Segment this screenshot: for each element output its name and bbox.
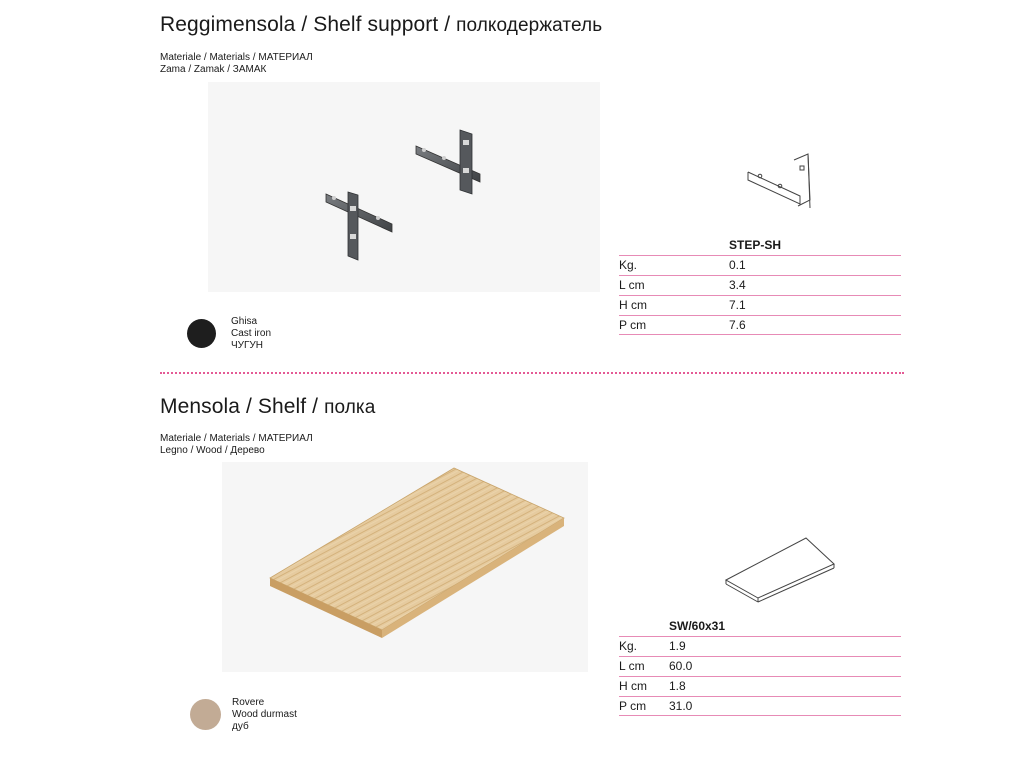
section-title-shelf (160, 395, 375, 419)
section-divider (160, 372, 904, 374)
spec-label: L cm (619, 659, 645, 673)
finish-label (231, 316, 271, 352)
product-photo-brackets (208, 82, 600, 292)
spec-code: STEP-SH (729, 238, 782, 252)
spec-row (619, 657, 901, 677)
bracket-illustration (208, 82, 600, 292)
spec-value: 60.0 (669, 659, 693, 673)
material-value: Legno / Wood / Дерево (160, 445, 265, 456)
section-title-shelf-support (160, 13, 602, 37)
finish-swatch-cast-iron (187, 319, 216, 348)
finish-name-it: Rovere (232, 697, 265, 708)
shelf-illustration (222, 462, 588, 672)
spec-value: 1.9 (669, 639, 686, 653)
spec-value: 1.8 (669, 679, 686, 693)
finish-swatch-oak (190, 699, 221, 730)
spec-label: L cm (619, 278, 645, 292)
bracket-right (416, 130, 480, 194)
finish-name-it: Ghisa (231, 316, 258, 327)
title-it-en: Mensola / Shelf / (160, 395, 319, 418)
material-label: Materiale / Materials / МАТЕРИАЛ (160, 433, 313, 444)
spec-table-sw-60x31 (619, 619, 901, 719)
spec-table-step-sh (619, 238, 901, 338)
bracket-left (326, 192, 392, 260)
spec-row (619, 256, 901, 276)
spec-label: P cm (619, 699, 647, 713)
bracket-line-drawing (740, 148, 840, 224)
spec-value: 3.4 (729, 278, 746, 292)
spec-value: 7.1 (729, 298, 746, 312)
spec-row (619, 697, 901, 717)
product-photo-shelf (222, 462, 588, 672)
spec-row (619, 637, 901, 657)
spec-row (619, 276, 901, 296)
spec-row (619, 316, 901, 336)
finish-label (232, 697, 297, 733)
title-it-en: Reggimensola / Shelf support / (160, 13, 451, 36)
material-label: Materiale / Materials / МАТЕРИАЛ (160, 52, 313, 63)
spec-value: 7.6 (729, 318, 746, 332)
finish-name-en: Wood durmast (232, 709, 297, 720)
spec-label: P cm (619, 318, 647, 332)
spec-label: Kg. (619, 639, 638, 653)
material-info (160, 52, 313, 76)
material-value: Zama / Zamak / ЗАМАК (160, 64, 267, 75)
material-info (160, 433, 313, 457)
shelf-line-drawing (722, 534, 838, 604)
spec-value: 0.1 (729, 258, 746, 272)
title-ru: полка (324, 397, 376, 418)
spec-label: H cm (619, 679, 647, 693)
spec-label: Kg. (619, 258, 638, 272)
spec-row (619, 677, 901, 697)
finish-name-en: Cast iron (231, 328, 272, 339)
spec-label: H cm (619, 298, 647, 312)
spec-row (619, 296, 901, 316)
spec-code: SW/60x31 (669, 619, 726, 633)
finish-name-ru: ЧУГУН (231, 340, 264, 351)
title-ru: полкодержатель (456, 15, 603, 36)
finish-name-ru: дуб (232, 721, 249, 732)
spec-value: 31.0 (669, 699, 693, 713)
